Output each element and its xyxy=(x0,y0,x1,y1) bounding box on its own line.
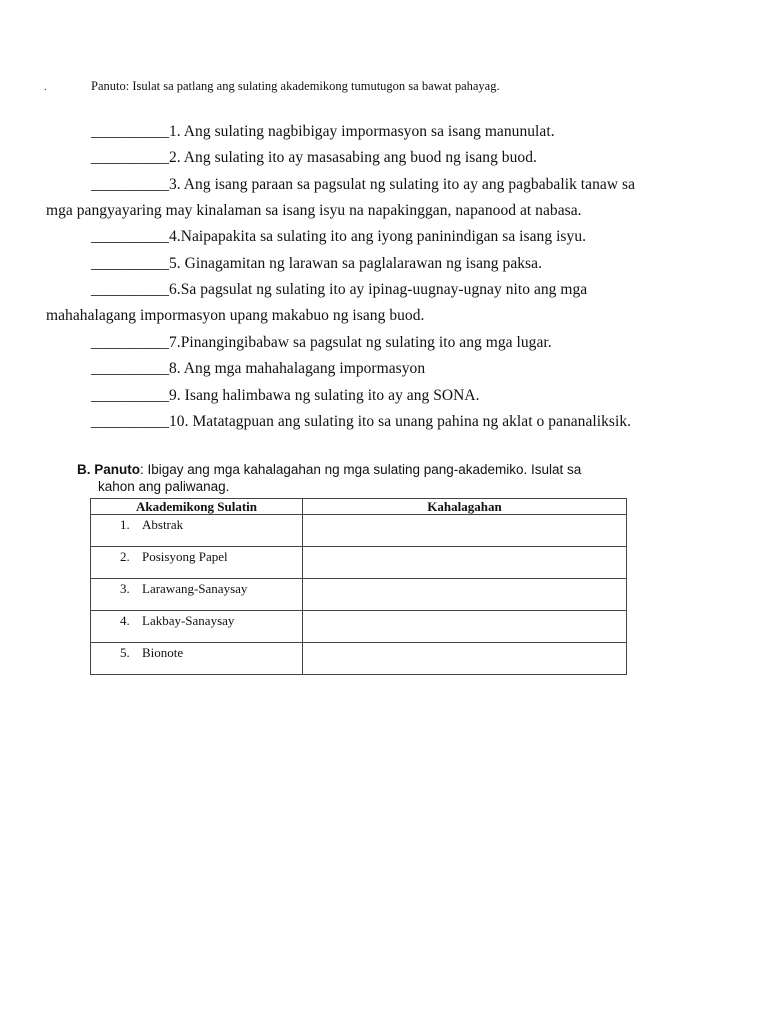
table-header-row xyxy=(91,499,627,515)
row-label-cell xyxy=(91,515,303,547)
table-row xyxy=(91,515,627,547)
row-label-cell xyxy=(91,579,303,611)
question-text: 8. Ang mga mahahalagang impormasyon xyxy=(169,360,426,377)
question-text: 1. Ang sulating nagbibigay impormasyon sa isang manunulat. xyxy=(169,123,555,140)
row-number: 5. xyxy=(120,645,130,660)
table-row xyxy=(91,643,627,675)
question-text: 5. Ginagamitan ng larawan sa paglalarawan ng isang paksa. xyxy=(169,255,542,272)
question-item-7 xyxy=(46,330,726,356)
question-item-2 xyxy=(46,145,726,171)
row-number: 4. xyxy=(120,613,130,628)
answer-cell[interactable] xyxy=(303,643,627,675)
question-text: 9. Isang halimbawa ng sulating ito ay ang SONA. xyxy=(169,387,480,404)
question-item-6 xyxy=(46,277,726,329)
section-b-text-2: kahon ang paliwanag. xyxy=(98,479,230,494)
row-label-cell xyxy=(91,611,303,643)
answer-blank[interactable]: __________ xyxy=(91,149,169,166)
answer-blank[interactable]: __________ xyxy=(91,123,169,140)
section-b-text: : Ibigay ang mga kahalagahan ng mga sulating pang-akademiko. Isulat sa xyxy=(140,462,582,477)
section-b-letter: B. xyxy=(77,462,91,477)
answer-cell[interactable] xyxy=(303,515,627,547)
question-text-continued: mahahalagang impormasyon upang makabuo ng isang buod. xyxy=(46,307,425,324)
question-item-8 xyxy=(46,356,726,382)
question-text: 6.Sa pagsulat ng sulating ito ay ipinag-uugnay-ugnay nito ang mga xyxy=(169,281,588,298)
question-item-5 xyxy=(46,251,726,277)
section-b-instruction xyxy=(77,461,637,495)
bullet-dot: . xyxy=(44,82,47,93)
question-item-4 xyxy=(46,224,726,250)
row-number: 1. xyxy=(120,517,130,532)
row-label-cell xyxy=(91,547,303,579)
question-text: 10. Matatagpuan ang sulating ito sa unang pahina ng aklat o pananaliksik. xyxy=(169,413,632,430)
row-number: 2. xyxy=(120,549,130,564)
question-text: 3. Ang isang paraan sa pagsulat ng sulating ito ay ang pagbabalik tanaw sa xyxy=(169,176,635,193)
question-text-continued: mga pangyayaring may kinalaman sa isang isyu na napakinggan, napanood at nabasa. xyxy=(46,202,582,219)
answer-blank[interactable]: __________ xyxy=(91,360,169,377)
row-label: Posisyong Papel xyxy=(142,549,228,564)
instruction-a: Panuto: Isulat sa patlang ang sulating akademikong tumutugon sa bawat pahayag. xyxy=(91,79,500,93)
table-row xyxy=(91,579,627,611)
table-row xyxy=(91,547,627,579)
answer-blank[interactable]: __________ xyxy=(91,176,169,193)
answer-blank[interactable]: __________ xyxy=(91,228,169,245)
question-text: 2. Ang sulating ito ay masasabing ang buod ng isang buod. xyxy=(169,149,537,166)
question-item-1 xyxy=(46,119,726,145)
row-label-cell xyxy=(91,643,303,675)
row-label: Abstrak xyxy=(142,517,184,532)
question-text: 7.Pinangingibabaw sa pagsulat ng sulating ito ang mga lugar. xyxy=(169,334,552,351)
row-label: Larawang-Sanaysay xyxy=(142,581,248,596)
question-item-3 xyxy=(46,172,726,224)
section-b-label: Panuto xyxy=(94,462,141,477)
answer-blank[interactable]: __________ xyxy=(91,413,169,430)
answer-blank[interactable]: __________ xyxy=(91,255,169,272)
answer-cell[interactable] xyxy=(303,547,627,579)
question-item-10 xyxy=(46,409,726,435)
answer-cell[interactable] xyxy=(303,611,627,643)
answer-blank[interactable]: __________ xyxy=(91,281,169,298)
question-item-9 xyxy=(46,383,726,409)
academic-writing-table xyxy=(90,498,627,675)
answer-blank[interactable]: __________ xyxy=(91,387,169,404)
row-label: Lakbay-Sanaysay xyxy=(142,613,235,628)
column-header-sulatin: Akademikong Sulatin xyxy=(91,499,303,515)
row-label: Bionote xyxy=(142,645,184,660)
answer-cell[interactable] xyxy=(303,579,627,611)
column-header-kahalagahan: Kahalagahan xyxy=(303,499,627,515)
answer-blank[interactable]: __________ xyxy=(91,334,169,351)
question-text: 4.Naipapakita sa sulating ito ang iyong paninindigan sa isang isyu. xyxy=(169,228,587,245)
table-row xyxy=(91,611,627,643)
row-number: 3. xyxy=(120,581,130,596)
